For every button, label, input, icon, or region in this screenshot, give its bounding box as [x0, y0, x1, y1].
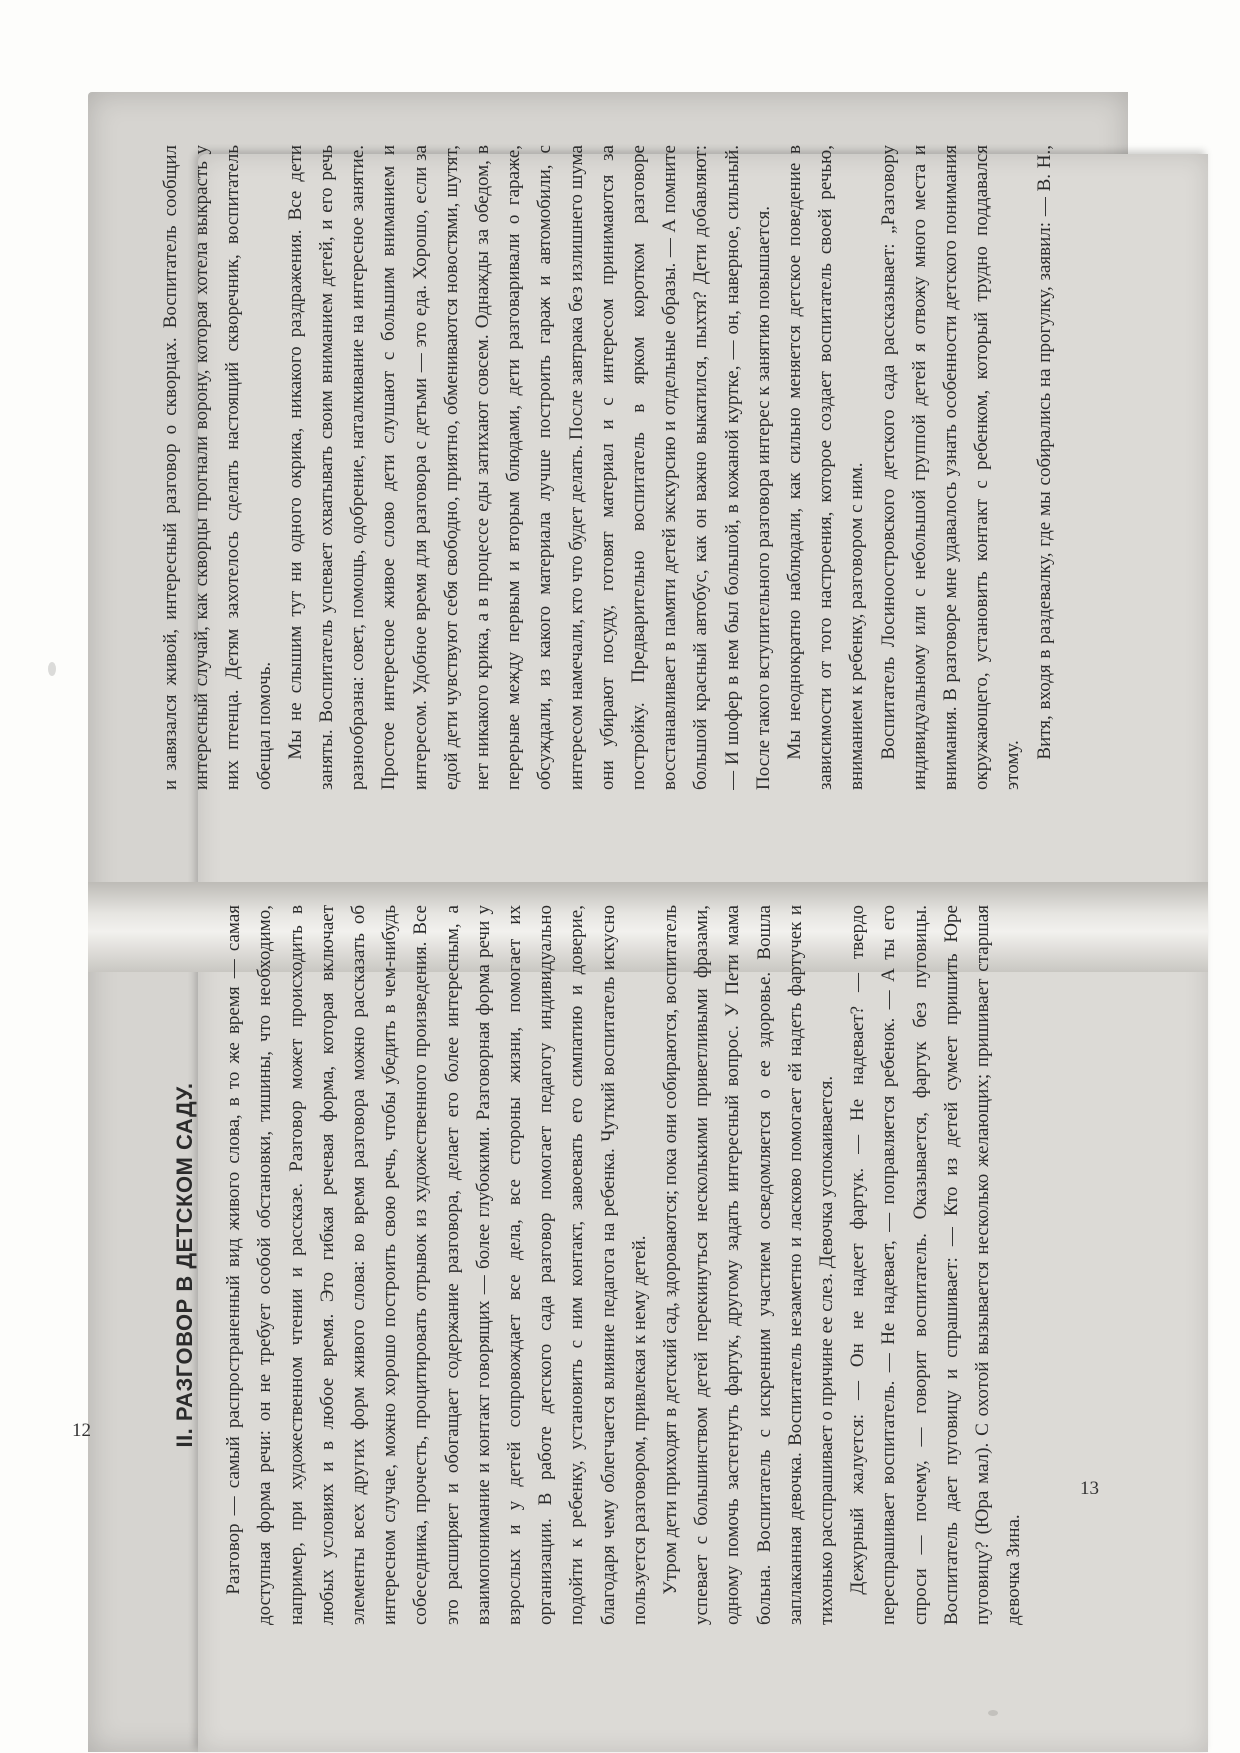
paragraph: Разговор — самый распространенный вид живого слова, в то же время — самая доступная форма речи: он не требует особой обстановки, тишины, что необходимо, например, при художественном чтении и рассказе. Разговор может происходить в любых условиях и в любое время. Это гибкая речевая форма, которая включает элементы всех других форм живого слова: во время разговора можно рассказать об интересном случае, можно хорошо построить свою речь, чтобы убедить в чем-нибудь собеседника, прочесть, процитировать отрывок из художественного произведения. Все это расширяет и обогащает содержание разговора, делает его более интересным, а взаимопонимание и контакт говорящих — более глубокими. Разговорная форма речи у взрослых и у детей сопровождает все дела, все стороны жизни, помогает их организации. В работе детского сада разговор помогает педагогу индивидуально подойти к ребенку, установить с ним контакт, завоевать его симпатию и доверие, благодаря чему облегчается влияние педагога на ребенка. Чуткий воспитатель искусно пользуется разговором, привлекая к нему детей. [223, 905, 650, 1625]
paragraph: Мы неоднократно наблюдали, как сильно меняется детское поведение в зависимости от того настроения, которое создает воспитатель своей речью, вниманием к ребенку, разговором с ним. [784, 145, 868, 790]
paragraph: и завязался живой, интересный разговор о скворцах. Воспитатель сообщил интересный случай, как скворцы прогнали ворону, которая хотела выкрасть у них птенца. Детям захотелось сделать настоящий скворечник, воспитатель обещал помочь. [160, 145, 275, 790]
paragraph: Витя, входя в раздевалку, где мы собирались на прогулку, заявил: — В. Н., [1033, 145, 1055, 760]
page-13 [155, 145, 1060, 790]
page-13-text [155, 145, 1060, 790]
paragraph: Утром дети приходят в детский сад, здороваются; пока они собираются, воспитатель успевает с большинством детей перекинуться несколькими приветливыми фразами, одному помочь застегнуть фартук, другому задать интересный вопрос. У Пети мама больна. Воспитатель с искренним участием осведомляется о ее здоровье. Вошла заплаканная девочка. Воспитатель незаметно и ласково помогает ей надеть фартучек и тихонько расспрашивает о причине ее слез. Девочка успокаивается. [660, 905, 838, 1625]
scan-speck [988, 1710, 998, 1716]
page-number: 13 [1080, 1478, 1099, 1499]
page-12 [145, 905, 1025, 1625]
page-12-text [145, 905, 1025, 1625]
scan-speck [48, 662, 56, 676]
page-number: 12 [72, 1420, 91, 1441]
paragraph: Мы не слышим тут ни одного окрика, никакого раздражения. Все дети заняты. Воспитатель успевает охватывать своим вниманием детей, и его речь разнообразна: совет, помощь, одобрение, наталкивание на интересное занятие. Простое интересное живое слово дети слушают с большим вниманием и интересом. Удобное время для разговора с детьми — это еда. Хорошо, если за едой дети чувствуют себя свободно, приятно, обмениваются новостями, шутят, нет никакого крика, а в процессе еды затихают совсем. Однажды за обедом, в перерыве между первым и вторым блюдами, дети разговаривали о гараже, обсуждали, из какого материала лучше построить гараж и автомобили, с интересом намечали, кто что будет делать. После завтрака без излишнего шума они убирают посуду, готовят материал и с интересом принимаются за постройку. Предварительно воспитатель в ярком коротком разговоре восстанавливает в памяти детей экскурсию и отдельные образы. — А помните большой красный автобус, как он важно выкатился, пыхтя? Дети добавляют: — И шофер в нем был большой, в кожаной куртке, — он, наверное, сильный. После такого вступительного разговора интерес к занятию повышается. [284, 145, 774, 790]
paragraph: Воспитатель Лосиноостровского детского сада рассказывает: „Разговору индивидуальному или с небольшой группой детей я отвожу много места и внимания. В разговоре мне удавалось узнать особенности детского понимания окружающего, установить контакт с ребенком, который трудно поддавался этому. [877, 145, 1024, 790]
paragraph: Дежурный жалуется: — Он не надеет фартук. — Не надевает? — твердо переспрашивает воспитатель. — Не надевает, — поправляется ребенок. — А ты его спроси — почему, — говорит воспитатель. Оказывается, фартук без пуговицы. Воспитатель дает пуговицу и спрашивает: — Кто из детей сумеет пришить Юре пуговицу? (Юра мал). С охотой вызывается несколько желающих; пришивает старшая девочка Зина. [847, 905, 1025, 1625]
chapter-title: II. РАЗГОВОР В ДЕТСКОМ САДУ. [172, 1082, 197, 1448]
